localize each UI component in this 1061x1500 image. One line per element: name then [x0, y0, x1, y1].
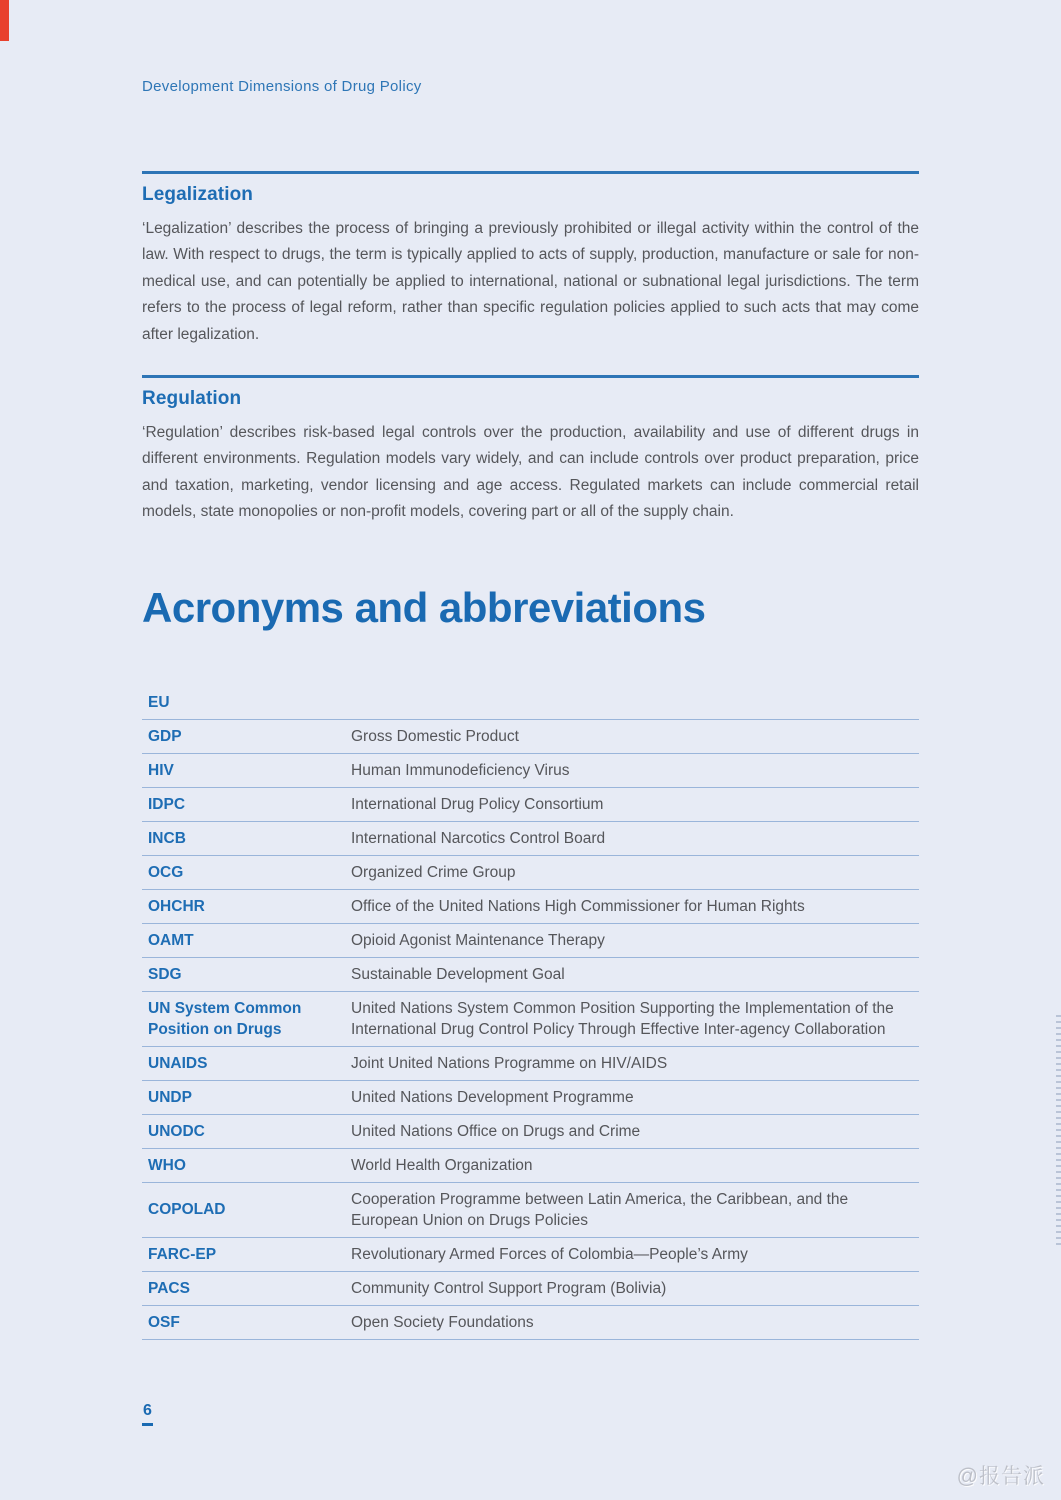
page-title: Acronyms and abbreviations — [142, 583, 706, 631]
acronym-abbr: HIV — [148, 761, 174, 779]
acronym-abbr: OHCHR — [148, 897, 205, 915]
acronym-row — [142, 856, 919, 890]
acronym-row — [142, 1115, 919, 1149]
acronym-abbr: OAMT — [148, 931, 194, 949]
acronym-abbr: WHO — [148, 1156, 186, 1174]
acronym-definition: Open Society Foundations — [351, 1313, 534, 1331]
acronym-row — [142, 1149, 919, 1183]
page-content — [142, 0, 919, 1426]
acronym-table — [142, 686, 919, 1340]
acronym-definition: Sustainable Development Goal — [351, 965, 565, 983]
acronym-definition: Joint United Nations Programme on HIV/AIDS — [351, 1054, 668, 1072]
acronym-definition: United Nations Development Programme — [351, 1088, 634, 1106]
acronym-abbr: UN System Common Position on Drugs — [148, 999, 302, 1038]
watermark: @报告派 — [956, 1465, 1045, 1488]
acronym-definition: United Nations System Common Position Supporting the Implementation of the International Drug Control Policy Through Effective Inter-agency Collaboration — [351, 999, 894, 1038]
acronym-row — [142, 822, 919, 856]
acronym-definition: Human Immunodeficiency Virus — [351, 761, 570, 779]
acronym-abbr: SDG — [148, 965, 182, 983]
acronym-definition: International Narcotics Control Board — [351, 829, 606, 847]
acronym-row — [142, 754, 919, 788]
acronym-abbr: UNODC — [148, 1122, 205, 1140]
acronym-abbr: INCB — [148, 829, 186, 847]
acronym-definition: Community Control Support Program (Bolivia) — [351, 1279, 667, 1297]
acronym-abbr: OSF — [148, 1313, 180, 1331]
acronym-row — [142, 1306, 919, 1340]
acronym-abbr: UNAIDS — [148, 1054, 208, 1072]
acronym-abbr: UNDP — [148, 1088, 192, 1106]
acronym-row — [142, 1272, 919, 1306]
acronym-row — [142, 924, 919, 958]
acronym-row — [142, 890, 919, 924]
acronym-abbr: PACS — [148, 1279, 190, 1297]
section-body: ‘Legalization’ describes the process of bringing a previously prohibited or illegal activity within the control of the law. With respect to drugs, the term is typically applied to acts of supply, production, manufacture or sale for non-medical use, and can potentially be applied to international, national or subnational legal jurisdictions. The term refers to the process of legal reform, rather than specific regulation policies applied to such acts that may come after legalization. — [142, 220, 919, 343]
acronym-definition: Revolutionary Armed Forces of Colombia—People’s Army — [351, 1245, 748, 1263]
acronym-row — [142, 1081, 919, 1115]
acronym-abbr: OCG — [148, 863, 184, 881]
acronym-abbr: IDPC — [148, 795, 186, 813]
section-heading: Legalization — [142, 184, 253, 205]
acronym-row — [142, 1183, 919, 1238]
section-regulation — [142, 375, 919, 526]
acronym-row — [142, 788, 919, 822]
acronym-definition: Cooperation Programme between Latin America, the Caribbean, and the European Union on Drugs Policies — [351, 1190, 849, 1229]
acronym-definition: Gross Domestic Product — [351, 727, 519, 745]
acronym-row — [142, 686, 919, 720]
acronym-definition: Opioid Agonist Maintenance Therapy — [351, 931, 605, 949]
page-number: 6 — [142, 1402, 153, 1426]
acronym-definition: International Drug Policy Consortium — [351, 795, 604, 813]
acronym-abbr: GDP — [148, 727, 182, 745]
acronym-abbr: FARC-EP — [148, 1245, 217, 1263]
section-heading: Regulation — [142, 388, 242, 410]
section-legalization — [142, 171, 919, 348]
acronym-abbr: COPOLAD — [148, 1201, 226, 1219]
acronym-definition: United Nations Office on Drugs and Crime — [351, 1122, 641, 1140]
acronym-definition: World Health Organization — [351, 1156, 533, 1174]
acronym-row — [142, 958, 919, 992]
acronym-abbr: EU — [148, 693, 170, 711]
acronym-row — [142, 992, 919, 1047]
page-edge-artifact — [1056, 1015, 1061, 1245]
acronym-definition: Organized Crime Group — [351, 863, 516, 881]
running-header: Development Dimensions of Drug Policy — [142, 78, 422, 95]
section-body: ‘Regulation’ describes risk-based legal controls over the production, availability and use of different drugs in different environments. Regulation models vary widely, and can include controls over product preparation, price and taxation, marketing, vendor licensing and age access. Regulated markets can include commercial retail models, state monopolies or non-profit models, covering part or all of the supply chain. — [142, 424, 919, 521]
acronym-row — [142, 1047, 919, 1081]
acronym-definition: Office of the United Nations High Commissioner for Human Rights — [351, 897, 805, 915]
acronym-row — [142, 1238, 919, 1272]
red-tab-marker — [0, 0, 9, 41]
acronym-row — [142, 720, 919, 754]
